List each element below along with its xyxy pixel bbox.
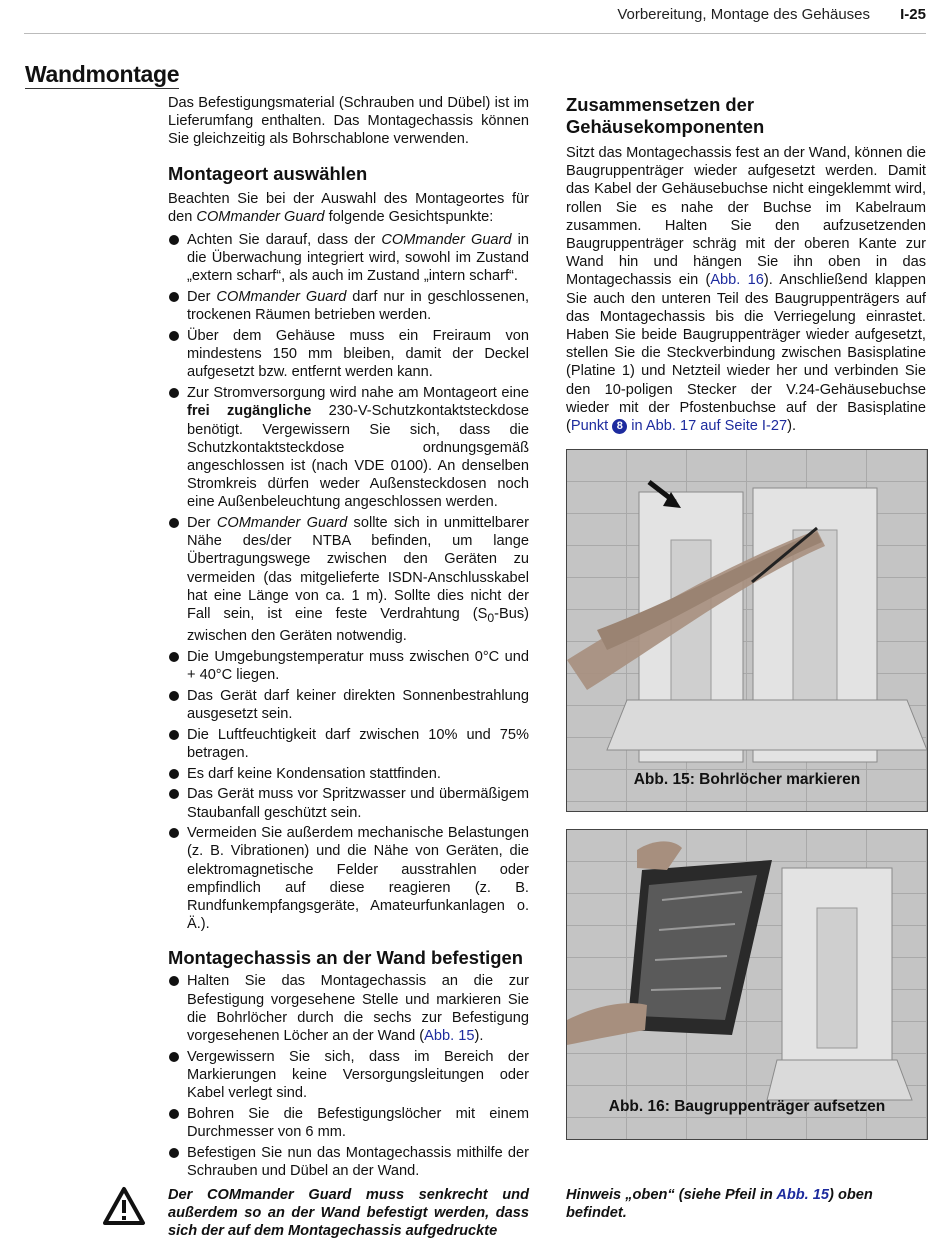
list-item: Befestigen Sie nun das Montagechassis mithilfe der Schrauben und Dübel an der Wand. (168, 1144, 529, 1180)
list-item: Vergewissern Sie sich, dass im Bereich der Markierungen keine Versorgungsleitungen oder Kabel verlegt sind. (168, 1048, 529, 1103)
figure-16 (566, 829, 928, 1140)
bullet-icon (169, 652, 179, 662)
list-item: Es darf keine Kondensation stattfinden. (168, 765, 529, 783)
bullet-icon (169, 388, 179, 398)
bullet-icon (169, 789, 179, 799)
bullet-icon (169, 1052, 179, 1062)
list-item: Vermeiden Sie außerdem mechanische Belastungen (z. B. Vibrationen) und die Nähe von Geräten, die elektromagnetische Felder ausstrahlen oder empfindlich auf diese reagieren (z. B. Rundfunkempfangsgeräte, Amateurfunkanlagen o. Ä.). (168, 824, 529, 933)
list-item: Das Gerät muss vor Spritzwasser und übermäßigem Staubanfall geschützt sein. (168, 785, 529, 821)
header-section-title: Vorbereitung, Montage des Gehäuses (617, 6, 870, 23)
bullet-icon (169, 730, 179, 740)
figure-16-photo (567, 830, 927, 1139)
heading-zusammensetzen: Zusammensetzen der Gehäusekomponenten (566, 94, 765, 137)
bullet-icon (169, 1109, 179, 1119)
figure-15-photo (567, 450, 927, 811)
warning-icon (102, 1186, 146, 1226)
list-item: Achten Sie darauf, dass der COMmander Guard in die Überwachung integriert wird, sowohl im Zustand „extern scharf“, als auch im Zustand „intern scharf“. (168, 231, 529, 286)
page-number: I-25 (900, 6, 926, 23)
bullet-icon (169, 976, 179, 986)
intro-paragraph: Das Befestigungsmaterial (Schrauben und Dübel) ist im Lieferumfang enthalten. Das Montagechassis können Sie gleichzeitig als Bohrschablone verwenden. (168, 95, 529, 148)
bullet-icon (169, 769, 179, 779)
list-item: Der COMmander Guard darf nur in geschlossenen, trockenen Räumen betrieben werden. (168, 288, 529, 324)
bullet-icon (169, 691, 179, 701)
bullet-icon (169, 235, 179, 245)
bullet-icon (169, 518, 179, 528)
bullet-icon (169, 331, 179, 341)
link-abb-16[interactable]: Abb. 16 (710, 272, 764, 289)
heading-montageort: Montageort auswählen (168, 162, 368, 184)
left-column (168, 94, 529, 1183)
chassis-list (168, 972, 529, 1180)
page-title: Wandmontage (25, 61, 180, 87)
figure-15 (566, 449, 928, 812)
list-item: Zur Stromversorgung wird nahe am Montageort eine frei zugängliche 230-V-Schutzkontaktsteckdose benötigt. Vergewissern Sie sich, dass die Schutzkontaktsteckdose ordnungsgemäß angeschlossen ist (nach VDE 0100). An denselben Stromkreis dürfen weder Außensteckdosen noch eine Außenbeleuchtung angeschlossen werden. (168, 384, 529, 511)
running-header (0, 6, 950, 28)
figure-15-caption: Abb. 15: Bohrlöcher markieren (633, 771, 861, 788)
link-abb-15[interactable]: Abb. 15 (424, 1028, 475, 1045)
list-item: Die Luftfeuchtigkeit darf zwischen 10% und 75% betragen. (168, 726, 529, 762)
right-column (566, 94, 926, 435)
figure-16-caption: Abb. 16: Baugruppenträger aufsetzen (608, 1098, 886, 1115)
list-item: Der COMmander Guard sollte sich in unmittelbarer Nähe des/der NTBA befinden, um lange Übertragungswege zwischen den Geräten zu vermeiden (das mitgelieferte ISDN-Anschlusskabel hat eine Länge von ca. 1 m). Sollte dies nicht der Fall sein, ist eine feste Verdrahtung $(S_0-Bus)$ zwischen den Geräten notwendig. (168, 514, 529, 645)
bullet-icon (169, 292, 179, 302)
header-rule (24, 33, 926, 34)
list-item: Das Gerät darf keiner direkten Sonnenbestrahlung ausgesetzt sein. (168, 687, 529, 723)
heading-chassis: Montagechassis an der Wand befestigen (168, 947, 523, 969)
montageort-list (168, 231, 529, 933)
bullet-icon (169, 1148, 179, 1158)
warning-text: Der COMmander Guard muss senkrecht und außerdem so an der Wand befestigt werden, dass sich der auf dem Montagechassis aufgedruckte (168, 1187, 529, 1240)
list-item: Bohren Sie die Befestigungslöcher mit einem Durchmesser von 6 mm. (168, 1105, 529, 1141)
bullet-icon (169, 828, 179, 838)
list-item: Halten Sie das Montagechassis an die zur Befestigung vorgesehene Stelle und markieren Sie die Bohrlöcher durch die sechs zur Befestigung vorgesehenen Löcher an der Wand (Abb. 15). (168, 972, 529, 1045)
note-text: Hinweis „oben“ (siehe Pfeil in Abb. 15) oben befindet. (566, 1187, 873, 1222)
link-abb-15-note[interactable]: Abb. 15 (776, 1187, 830, 1203)
link-punkt-8[interactable]: Punkt 8 in Abb. 17 auf Seite I-27 (570, 418, 788, 435)
list-item: Über dem Gehäuse muss ein Freiraum von mindestens 150 mm bleiben, damit der Deckel aufgesetzt bzw. entfernt werden kann. (168, 327, 529, 382)
montageort-lead: Beachten Sie bei der Auswahl des Montageortes für den COMmander Guard folgende Gesichtspunkte: (168, 190, 529, 225)
callout-number-icon: 8 (612, 419, 627, 434)
list-item: Die Umgebungstemperatur muss zwischen 0°C und + 40°C liegen. (168, 648, 529, 684)
zusammen-paragraph: Sitzt das Montagechassis fest an der Wand, können die Baugruppenträger wieder aufgesetzt werden. Damit das Kabel der Gehäusebuchse nicht eingeklemmt wird, rollen Sie es nahe der Buchse im Kabelraum zusammen. Halten Sie den aufzusetzenden Baugruppenträger schräg mit der oberen Kante zur Wand hin und hängen Sie ihn oben in das Montagechassis ein (Abb. 16). Anschließend klappen Sie auch den unteren Teil des Baugruppenträgers auf das Montagechassis bis die Verriegelung einrastet. Haben Sie beide Baugruppenträger wieder aufgesetzt, stellen Sie die Steckverbindung zwischen Basisplatine (Platine 1) und Netzteil wieder her und verbinden Sie den 10-poligen Stecker der V.24-Gehäusebuchse wieder mit der Pfostenbuchse auf der Basisplatine (Punkt 8 in Abb. 17 auf Seite I-27). (566, 145, 926, 435)
